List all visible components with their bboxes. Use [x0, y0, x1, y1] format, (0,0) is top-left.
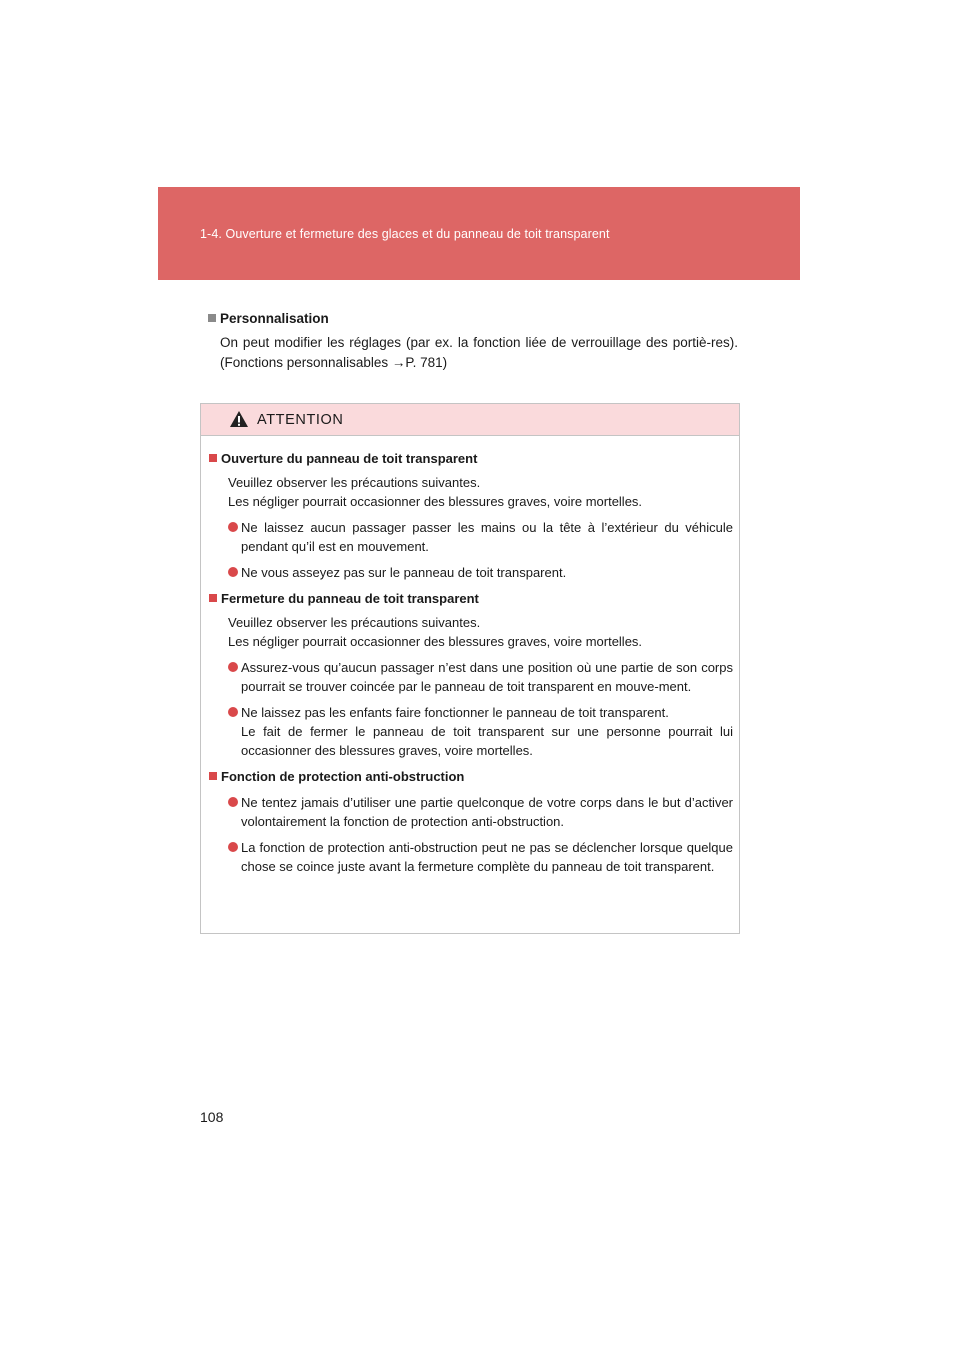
- warning-bullet: La fonction de protection anti-obstruction peut ne pas se déclencher lorsque quelque chose se coince juste avant la fermeture complète du panneau de toit transparent.: [228, 838, 733, 876]
- round-bullet-icon: [228, 842, 238, 852]
- warning-section-heading: Ouverture du panneau de toit transparent: [209, 450, 733, 468]
- warning-bullet: Assurez-vous qu’aucun passager n’est dans une position où une partie de son corps pourrait se trouver coincée par le panneau de toit transparent en mouve-ment.: [228, 658, 733, 696]
- warning-content: [201, 436, 739, 876]
- warning-header: [201, 404, 739, 436]
- round-bullet-icon: [228, 662, 238, 672]
- warning-intro: Veuillez observer les précautions suivantes. Les négliger pourrait occasionner des blessures graves, voire mortelles.: [228, 615, 643, 649]
- personalisation-body: On peut modifier les réglages (par ex. la fonction liée de verrouillage des portiè-res). (Fonctions personnalisables →P. 781): [220, 335, 738, 370]
- warning-section-heading: Fermeture du panneau de toit transparent: [209, 590, 733, 608]
- round-bullet-icon: [228, 522, 238, 532]
- square-bullet-icon: [208, 314, 216, 322]
- chapter-title: 1-4. Ouverture et fermeture des glaces et du panneau de toit transparent: [200, 227, 610, 241]
- personalisation-heading: Personnalisation: [208, 310, 738, 328]
- personalisation-section: [208, 310, 738, 373]
- warning-bullet: Ne laissez pas les enfants faire fonctionner le panneau de toit transparent. Le fait de fermer le panneau de toit transparent sur une personne pourrait lui occasionner des blessures graves, voire mortelles.: [228, 703, 733, 760]
- warning-intro: Veuillez observer les précautions suivantes. Les négliger pourrait occasionner des blessures graves, voire mortelles.: [228, 475, 643, 509]
- page-number: 108: [200, 1109, 224, 1125]
- warning-title: ATTENTION: [257, 412, 344, 428]
- warning-section-heading: Fonction de protection anti-obstruction: [209, 768, 733, 786]
- square-bullet-icon: [209, 772, 217, 780]
- warning-bullet: Ne laissez aucun passager passer les mains ou la tête à l’extérieur du véhicule pendant qu’il est en mouvement.: [228, 518, 733, 556]
- round-bullet-icon: [228, 797, 238, 807]
- warning-triangle-icon: [229, 410, 249, 433]
- warning-bullet: Ne tentez jamais d’utiliser une partie quelconque de votre corps dans le but d’activer volontairement la fonction de protection anti-obstruction.: [228, 793, 733, 831]
- square-bullet-icon: [209, 594, 217, 602]
- square-bullet-icon: [209, 454, 217, 462]
- warning-bullet: Ne vous asseyez pas sur le panneau de toit transparent.: [228, 563, 733, 582]
- warning-box: [200, 403, 740, 934]
- round-bullet-icon: [228, 707, 238, 717]
- round-bullet-icon: [228, 567, 238, 577]
